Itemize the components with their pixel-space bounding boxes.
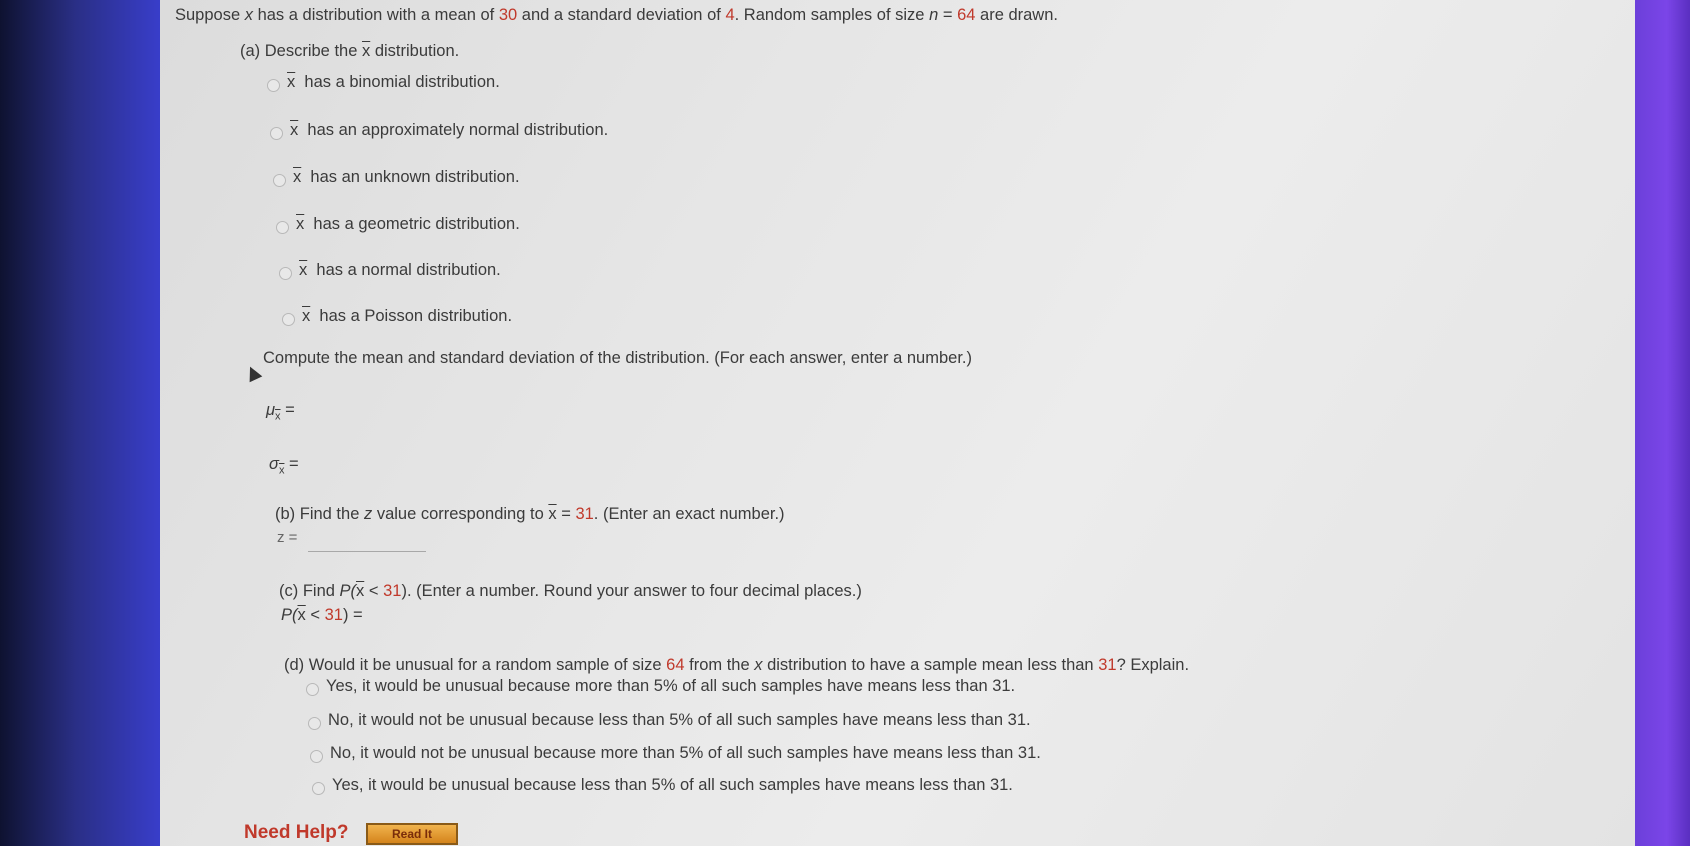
part-a-option-6-radio[interactable]: [282, 313, 295, 326]
z-answer-label: z =: [277, 529, 298, 546]
part-d-prompt: (d) Would it be unusual for a random sample of size 64 from the x distribution to have a sample mean less than 31? Explain.: [284, 656, 1190, 674]
part-c-prompt: (c) Find $P(\overline{x} < 31)$. (Enter a number. Round your answer to four decimal places.): [279, 582, 862, 600]
question-panel: [160, 0, 1635, 846]
part-a-option-4-radio[interactable]: [276, 221, 289, 234]
part-a-option-3-radio[interactable]: [273, 174, 286, 187]
compute-instructions: Compute the mean and standard deviation of the distribution. (For each answer, enter a number.): [263, 349, 972, 367]
monitor-bezel-left: [0, 0, 168, 846]
part-d-option-3-radio[interactable]: [310, 750, 323, 763]
part-a-prompt: (a) Describe the $\overline{x}$ distribution.: [240, 42, 460, 60]
need-help-label: Need Help?: [244, 822, 349, 843]
part-a-option-2-radio[interactable]: [270, 127, 283, 140]
part-d-option-1-radio[interactable]: [306, 683, 319, 696]
part-a-option-2-label[interactable]: $\overline{x}$ has an approximately normal distribution.: [290, 121, 609, 139]
z-answer-input[interactable]: [308, 550, 426, 552]
part-a-option-3-label[interactable]: $\overline{x}$ has an unknown distribution.: [293, 168, 520, 186]
part-d-option-2-label[interactable]: No, it would not be unusual because less than 5% of all such samples have means less than 31.: [328, 711, 1031, 729]
part-a-option-1-label[interactable]: $\overline{x}$ has a binomial distribution.: [287, 73, 500, 91]
sd-value: 4: [725, 6, 735, 24]
read-it-button[interactable]: Read It: [366, 823, 458, 845]
part-d-option-4-label[interactable]: Yes, it would be unusual because less than 5% of all such samples have means less than 31.: [332, 776, 1013, 794]
mouse-cursor-icon: [244, 364, 263, 383]
part-d-option-3-label[interactable]: No, it would not be unusual because more than 5% of all such samples have means less than 31.: [330, 744, 1041, 762]
part-d-option-4-radio[interactable]: [312, 782, 325, 795]
part-a-option-1-radio[interactable]: [267, 79, 280, 92]
part-d-option-1-label[interactable]: Yes, it would be unusual because more than 5% of all such samples have means less than 31.: [326, 677, 1016, 695]
question-intro: Suppose x has a distribution with a mean of 30 and a standard deviation of 4. Random samples of size n = 64 are drawn.: [175, 6, 1058, 24]
part-b-prompt: (b) Find the z value corresponding to $\overline{x} = 31$. (Enter an exact number.): [275, 505, 785, 523]
part-a-option-6-label[interactable]: $\overline{x}$ has a Poisson distribution.: [302, 307, 513, 325]
sigma-xbar-label: $\sigma_{\overline{x}}$ =: [269, 455, 299, 477]
part-a-option-5-radio[interactable]: [279, 267, 292, 280]
mean-value: 30: [498, 6, 518, 24]
part-d-option-2-radio[interactable]: [308, 717, 321, 730]
part-a-option-5-label[interactable]: $\overline{x}$ has a normal distribution.: [299, 261, 501, 279]
monitor-bezel-right: [1632, 0, 1690, 846]
mu-xbar-label: $\mu_{\overline{x}}$ =: [266, 401, 295, 423]
p-answer-label: $P(\overline{x} < 31)$ =: [281, 606, 363, 624]
sample-size-value: 64: [957, 6, 976, 24]
part-a-option-4-label[interactable]: $\overline{x}$ has a geometric distribution.: [296, 215, 520, 233]
